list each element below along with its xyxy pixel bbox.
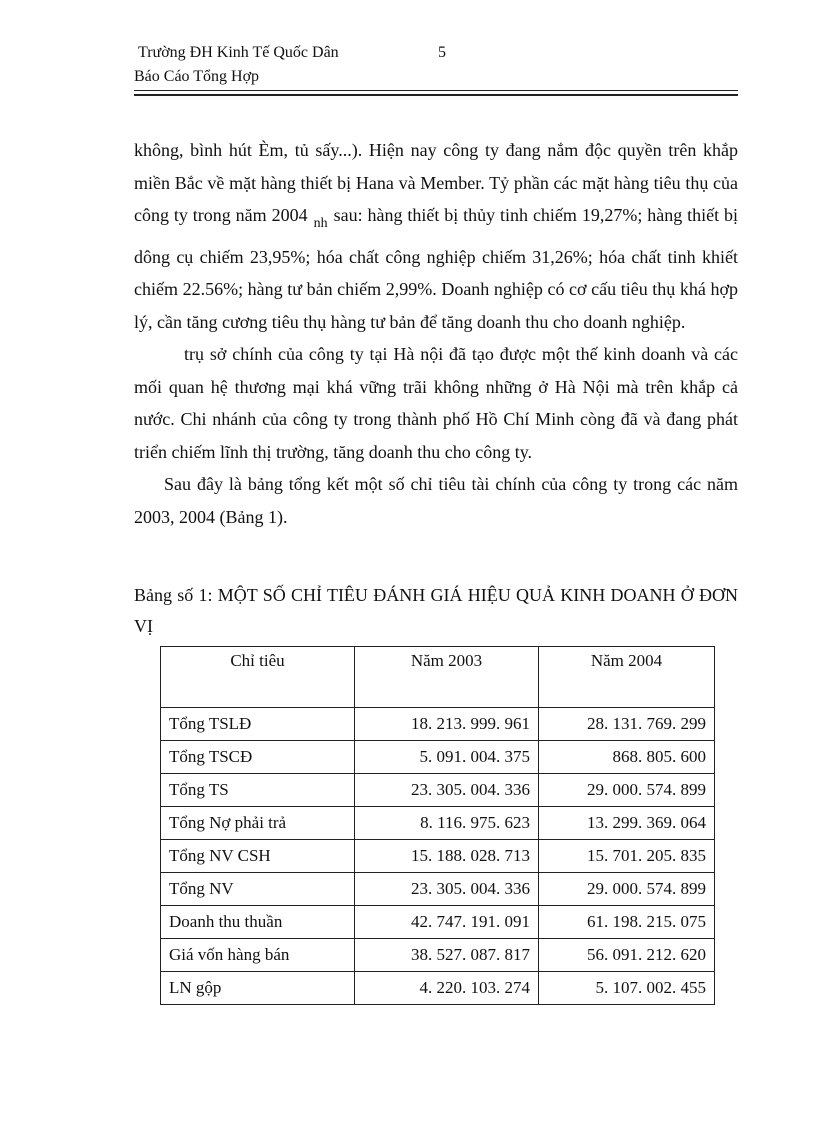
value-2004: 29. 000. 574. 899 xyxy=(538,774,714,807)
page-header xyxy=(134,44,738,85)
row-label: Doanh thu thuần xyxy=(161,906,355,939)
row-label: Giá vốn hàng bán xyxy=(161,939,355,972)
header-indicator: Chỉ tiêu xyxy=(161,647,355,708)
value-2003: 5. 091. 004. 375 xyxy=(354,741,538,774)
value-2003: 4. 220. 103. 274 xyxy=(354,972,538,1005)
paragraph-1-subscript: nh xyxy=(313,216,328,231)
row-label: Tổng Nợ phải trả xyxy=(161,807,355,840)
financial-indicators-table xyxy=(160,646,715,1005)
table-row xyxy=(161,741,715,774)
value-2003: 15. 188. 028. 713 xyxy=(354,840,538,873)
value-2004: 15. 701. 205. 835 xyxy=(538,840,714,873)
school-name: Trường ĐH Kinh Tế Quốc Dân xyxy=(138,44,339,61)
row-label: Tổng TSLĐ xyxy=(161,708,355,741)
page-number: 5 xyxy=(438,44,446,61)
row-label: Tổng TSCĐ xyxy=(161,741,355,774)
value-2004: 13. 299. 369. 064 xyxy=(538,807,714,840)
table-row xyxy=(161,840,715,873)
header-divider-thin xyxy=(134,90,738,91)
value-2004: 28. 131. 769. 299 xyxy=(538,708,714,741)
value-2003: 42. 747. 191. 091 xyxy=(354,906,538,939)
table-row xyxy=(161,774,715,807)
table-row xyxy=(161,939,715,972)
row-label: Tổng NV xyxy=(161,873,355,906)
value-2003: 23. 305. 004. 336 xyxy=(354,873,538,906)
report-title: Báo Cáo Tổng Hợp xyxy=(134,68,260,85)
table-row xyxy=(161,906,715,939)
value-2003: 18. 213. 999. 961 xyxy=(354,708,538,741)
paragraph-2: trụ sở chính của công ty tại Hà nội đã tạo được một thế kinh doanh và các mối quan hệ thương mại khá vững trãi không những ở Hà Nội mà trên khắp cả nước. Chi nhánh của công ty trong thành phố Hồ Chí Minh còng đã và đang phát triển chiếm lĩnh thị trường, tăng doanh thu cho công ty. xyxy=(134,344,738,462)
paragraph-1 xyxy=(134,134,738,338)
table-header-row xyxy=(161,647,715,708)
value-2004: 61. 198. 215. 075 xyxy=(538,906,714,939)
value-2004: 868. 805. 600 xyxy=(538,741,714,774)
table-row xyxy=(161,972,715,1005)
header-year-2003: Năm 2003 xyxy=(354,647,538,708)
value-2003: 23. 305. 004. 336 xyxy=(354,774,538,807)
value-2004: 29. 000. 574. 899 xyxy=(538,873,714,906)
table-row xyxy=(161,873,715,906)
value-2003: 38. 527. 087. 817 xyxy=(354,939,538,972)
value-2004: 56. 091. 212. 620 xyxy=(538,939,714,972)
value-2003: 8. 116. 975. 623 xyxy=(354,807,538,840)
table-row xyxy=(161,807,715,840)
paragraph-3: Sau đây là bảng tổng kết một số chỉ tiêu tài chính của công ty trong các năm 2003, 2004 (Bảng 1). xyxy=(134,474,738,527)
header-divider-thick xyxy=(134,94,738,96)
paragraph-1-part-a: không, bình hút Èm, tủ sấy...). Hiện nay công ty đang nắm độc quyền trên khắp miền Bắc về mặt hàng thiết bị Hana và Member. Tỷ phần các mặt hàng tiêu thụ của công ty trong năm 2004 xyxy=(134,140,738,225)
paragraph-1-part-b: sau: hàng thiết bị thủy tinh chiếm 19,27%; hàng thiết bị dông cụ chiếm 23,95%; hóa chất công nghiệp chiếm 31,26%; hóa chất tinh khiết chiếm 22.56%; hàng tư bản chiếm 2,99%. Doanh nghiệp có cơ cấu tiêu thụ khá hợp lý, cần tăng cương tiêu thụ hàng tư bản để tăng doanh thu cho doanh nghiệp. xyxy=(134,205,738,332)
body-text xyxy=(134,134,738,533)
value-2004: 5. 107. 002. 455 xyxy=(538,972,714,1005)
table-body xyxy=(161,708,715,1005)
row-label: LN gộp xyxy=(161,972,355,1005)
header-year-2004: Năm 2004 xyxy=(538,647,714,708)
table-caption: Bảng số 1: MỘT SỐ CHỈ TIÊU ĐÁNH GIÁ HIỆU QUẢ KINH DOANH Ở ĐƠN VỊ xyxy=(134,585,738,636)
row-label: Tổng NV CSH xyxy=(161,840,355,873)
row-label: Tổng TS xyxy=(161,774,355,807)
table-row xyxy=(161,708,715,741)
